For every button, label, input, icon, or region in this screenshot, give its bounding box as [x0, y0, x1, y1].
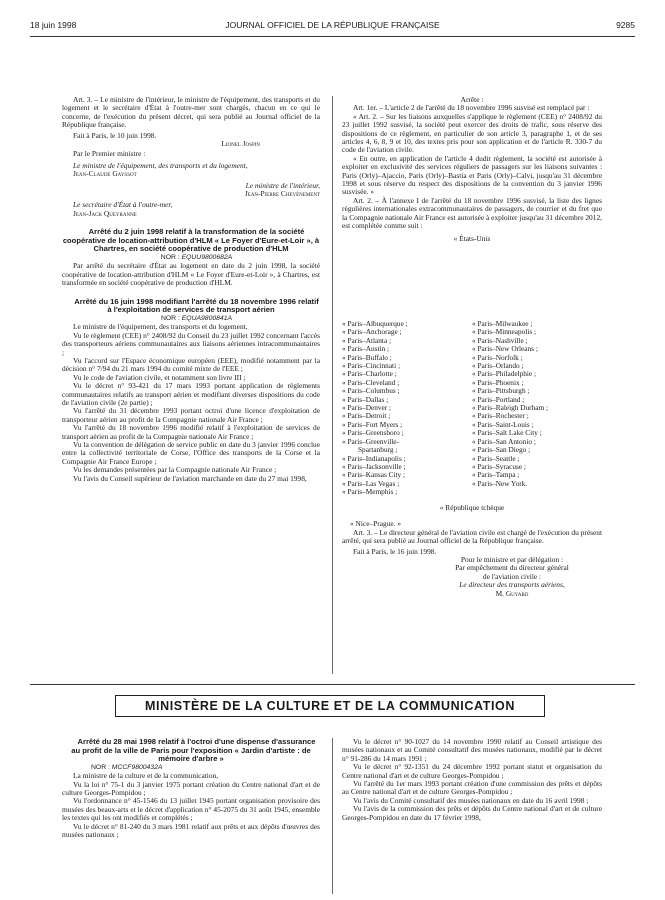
route-item: « Paris–Philadelphie ;	[472, 369, 537, 379]
route-item: « Paris–Dallas ;	[342, 394, 389, 404]
route-item: « Paris–Las Vegas ;	[342, 478, 400, 488]
route-item: « Paris–San Antonio ;	[472, 436, 536, 446]
bottom-column-divider	[332, 738, 333, 894]
right-fait: Fait à Paris, le 16 juin 1998.	[353, 546, 437, 556]
min-int-title: Le ministre de l'intérieur,	[245, 180, 320, 190]
arrete3-nor: NOR : MCCF9800432A	[91, 763, 163, 771]
paragraph: Vu le règlement (CEE) n° 2408/92 du Conseil du 23 juillet 1992 concernant l'accès des transporteurs aériens communautaires aux liaisons aériennes intracommunautaires ;	[62, 330, 320, 357]
route-item: « Paris–San Diego ;	[472, 445, 531, 455]
sig-line-2: Par empêchement du directeur général	[455, 563, 569, 573]
route-item: « Paris–Orlando ;	[472, 361, 524, 371]
route-item: « Paris–Memphis ;	[342, 487, 398, 497]
column-divider	[332, 96, 333, 674]
arrete2-title: Arrêté du 16 juin 1998 modifiant l'arrêté du 18 novembre 1996 relatif à l'exploitation de services de transport aérien	[74, 296, 319, 315]
route-item: « Paris–Seattle ;	[472, 453, 520, 463]
right-art2-quote: « Art. 2. – Sur les liaisons auxquelles s'applique le règlement (CEE) n° 2408/92 du 23 juillet 1992 susvisé, la société peut exercer des droits de trafic, sous réserve des dispositions de ce règlement, en particulier de son article 3, paragraphe 1, et de ses articles 4, 6, 8, 9 et 10, des textes pris pour son application et de l'article R. 330-7 du code de l'aviation civile.	[342, 111, 602, 155]
paragraph: Vu le décret n° 92-1351 du 24 décembre 1992 portant statut et organisation du Centre national d'art et de culture Georges-Pompidou ;	[342, 762, 602, 780]
arrete2-body	[62, 323, 320, 483]
route-item: « Paris–Austin ;	[342, 344, 390, 354]
sec-title: Le secrétaire d'État à l'outre-mer,	[73, 200, 173, 210]
sec-signature: Jean-Jack Queyranne	[73, 208, 137, 218]
paragraph: Vu la convention de délégation de service public en date du 3 janvier 1996 conclue entre la collectivité territoriale de Corse, l'Office des transports de la Corse et la Compagnie Air France Europe ;	[62, 439, 320, 466]
arrete3-body-cont	[342, 738, 602, 822]
route-item: « Paris–Salt Lake City ;	[472, 428, 542, 438]
bottom-right-column	[342, 738, 602, 822]
route-item: « Paris–Saint-Louis ;	[472, 419, 534, 429]
paragraph: Vu le décret n° 90-1027 du 14 novembre 1990 relatif au Conseil artistique des musées nationaux et au Comité consultatif des musées nationaux, modifié par le décret n° 91-286 du 14 mars 1991 ;	[342, 737, 602, 763]
route-item: « Paris–Fort Myers ;	[342, 419, 403, 429]
arrete1-body: Par arrêté du secrétaire d'État au logement en date du 2 juin 1998, la société coopérative de location-attribution d'HLM « Le Foyer d'Eure-et-Loir », à Chartres, est transformée en société coopérative de production d'HLM.	[62, 261, 320, 288]
left-fait: Fait à Paris, le 10 juin 1998.	[73, 130, 157, 140]
route-item: « Paris–Greensboro ;	[342, 428, 404, 438]
route-item: « Paris–Milwaukee ;	[472, 319, 533, 328]
rep-tcheque-heading: « République tchèque	[439, 503, 505, 512]
page-header	[30, 20, 635, 34]
route-item: « Paris–Columbus ;	[342, 386, 400, 396]
route-item: « Paris–Syracuse ;	[472, 461, 526, 471]
left-art3: Art. 3. – Le ministre de l'intérieur, le ministre de l'équipement, des transports et du logement et le secrétaire d'État à l'outre-mer sont chargés, chacun en ce qui le concerne, de l'exécution du présent décret, qui sera publié au Journal officiel de la République française.	[62, 95, 320, 130]
paragraph: Vu l'arrêté du 18 novembre 1996 modifié relatif à l'exploitation de services de transport aérien au profit de la Compagnie nationale Air France ;	[62, 423, 320, 441]
left-column	[62, 96, 320, 483]
route-item: « Paris–Denver ;	[342, 403, 392, 413]
route-item: « Paris–Raleigh Durham ;	[472, 403, 548, 413]
route-item: « Paris–Buffalo ;	[342, 352, 392, 362]
etats-unis-heading: « États-Unis	[453, 233, 491, 243]
paragraph: Vu le décret n° 81-240 du 3 mars 1981 relatif aux prêts et aux dépôts d'œuvres des musées nationaux ;	[62, 821, 320, 840]
paragraph: La ministre de la culture et de la communication,	[73, 771, 219, 781]
route-list-left	[342, 320, 408, 497]
route-item: « Paris–Charlotte ;	[342, 369, 397, 379]
route-item: « Paris–Atlanta ;	[342, 335, 392, 345]
sig-line-3: de l'aviation civile :	[482, 571, 542, 581]
sig-line-4: Le directeur des transports aériens,	[459, 580, 565, 590]
paragraph: Vu l'ordonnance n° 45-1546 du 13 juillet 1945 portant organisation provisoire des musées des beaux-arts et le décret d'application n° 45-2075 du 31 août 1945, ensemble les textes qui les ont modifiés et complétés ;	[62, 796, 320, 823]
route-item: « Paris–Greenville-	[342, 436, 399, 446]
route-item: « Paris–Rochester ;	[472, 411, 529, 421]
min-equip-title: Le ministre de l'équipement, des transports et du logement,	[73, 160, 248, 170]
paragraph: Vu l'avis du Comité consultatif des musées nationaux en date du 16 avril 1998 ;	[353, 795, 589, 805]
route-list-right	[472, 320, 548, 488]
route-item: « Paris–Cleveland ;	[342, 377, 400, 387]
arrete-label: Arrête :	[460, 95, 484, 104]
paragraph: Vu l'arrêté du 31 décembre 1993 portant octroi d'une licence d'exploitation de transporteur aérien au profit de la Compagnie nationale Air France ;	[62, 406, 320, 424]
route-item: « Paris–Cincinnati ;	[342, 361, 400, 371]
paragraph: Vu l'arrêté du 1er mars 1993 portant création d'une commission des prêts et dépôts au Centre national d'art et de culture Georges-Pompidou ;	[342, 779, 602, 797]
paragraph: Le ministre de l'équipement, des transports et du logement,	[73, 322, 248, 332]
paragraph: Vu la loi n° 75-1 du 3 janvier 1975 portant création du Centre national d'art et de culture Georges-Pompidou ;	[62, 779, 320, 797]
route-item: « Paris–New York.	[472, 478, 528, 488]
arrete2-nor: NOR : EQUA9800841A	[160, 314, 233, 322]
min-equip-signature: Jean-Claude Gayssot	[73, 169, 137, 179]
pm-signature: Lionel Jospin	[221, 139, 260, 149]
min-int-signature: Jean-Pierre Chevènement	[244, 189, 320, 199]
route-item: Spartanburg ;	[358, 445, 398, 455]
right-art3: Art. 3. – Le directeur général de l'aviation civile est chargé de l'exécution du présent arrêté, qui sera publié au Journal officiel de la République française.	[342, 527, 602, 546]
paragraph: Vu l'avis de la commission des prêts et dépôts du Centre national d'art et de culture Georges-Pompidou en date du 17 février 1998,	[342, 804, 602, 822]
ministry-banner: MINISTÈRE DE LA CULTURE ET DE LA COMMUNICATION	[115, 695, 545, 717]
route-item: « Paris–Kansas City ;	[342, 470, 406, 480]
right-column-end	[342, 504, 602, 598]
paragraph: Vu l'accord sur l'Espace économique européen (EEE), modifié notamment par la décision n° 7/94 du 21 mars 1994 du comité mixte de l'EEE ;	[62, 355, 320, 374]
right-column	[342, 96, 602, 243]
arrete1-title: Arrêté du 2 juin 1998 relatif à la transformation de la société coopérative de location-attribution d'HLM « Le Foyer d'Eure-et-Loir », à Chartres, en société coopérative de production d'HLM	[62, 227, 320, 254]
route-item: « Paris–Pittsburgh ;	[472, 386, 530, 396]
header-rule	[30, 36, 635, 37]
route-item: « Paris–Norfolk ;	[472, 352, 523, 362]
sig-line-1: Pour le ministre et par délégation :	[460, 555, 564, 565]
route-item: « Paris–Phoenix ;	[472, 377, 524, 387]
route-item: « Paris–New Orleans ;	[472, 344, 538, 354]
paragraph: Vu le décret n° 93-421 du 17 mars 1993 portant application de règlements communautaires relatifs au transport aérien et modifiant diverses dispositions du code de l'aviation civile (2e partie) ;	[62, 381, 320, 407]
route-item: « Paris–Nashville ;	[472, 335, 528, 345]
route-item: « Paris–Jacksonville ;	[342, 461, 406, 471]
route-item: « Paris–Minneapolis ;	[472, 327, 537, 337]
header-journal: JOURNAL OFFICIEL DE LA RÉPUBLIQUE FRANÇAISE	[225, 20, 440, 30]
arrete3-title: Arrêté du 28 mai 1998 relatif à l'octroi d'une dispense d'assurance au profit de la ville de Paris pour l'exposition « Jardin d'artiste : de mémoire d'arbre »	[71, 737, 316, 764]
route-item: « Paris–Tampa ;	[472, 470, 520, 480]
sig-name: M. Guyard	[495, 588, 529, 598]
route-item: « Paris–Portland ;	[472, 394, 525, 404]
nice-prague: « Nice–Prague. »	[350, 519, 402, 529]
arrete3-body	[62, 772, 320, 839]
route-item: « Paris–Albuquerque ;	[342, 319, 408, 328]
ministry-rule	[30, 684, 635, 685]
par-premier-ministre: Par le Premier ministre :	[73, 149, 146, 159]
right-art2-quote2: « En outre, en application de l'article 4 dudit règlement, la société est autorisée à exploiter en exclusivité des services réguliers de passagers sur les liaisons suivantes : Paris (Orly)–Ajaccio, Paris (Orly)–Bastia et Paris (Orly)–Calvi, jusqu'au 31 décembre 1998 et sous réserve du respect des dispositions de la convention du 3 janvier 1996 susvisée. »	[342, 153, 602, 197]
arrete1-nor: NOR : EQUU9800682A	[160, 254, 233, 262]
right-art2: Art. 2. – À l'annexe I de l'arrêté du 18 novembre 1996 susvisé, la liste des lignes régulières internationales extracommunautaires de passagers, de courrier et du fret que la Compagnie nationale Air France est autorisée à exploiter jusqu'au 31 décembre 2012, est complétée comme suit :	[342, 195, 602, 231]
right-art1: Art. 1er. – L'article 2 de l'arrêté du 18 novembre 1996 susvisé est remplacé par :	[353, 103, 590, 113]
paragraph: Vu les demandes présentées par la Compagnie nationale Air France ;	[73, 465, 277, 475]
bottom-left-column	[62, 738, 320, 839]
route-item: « Paris–Detroit ;	[342, 411, 391, 421]
route-item: « Paris–Anchorage ;	[342, 327, 402, 337]
paragraph: Vu le code de l'aviation civile, et notamment son livre III ;	[73, 372, 246, 382]
header-date: 18 juin 1998	[30, 20, 77, 30]
header-page-number: 9285	[616, 20, 635, 30]
route-item: « Paris–Indianapolis ;	[342, 453, 406, 463]
paragraph: Vu l'avis du Conseil supérieur de l'aviation marchande en date du 27 mai 1998,	[73, 473, 307, 483]
